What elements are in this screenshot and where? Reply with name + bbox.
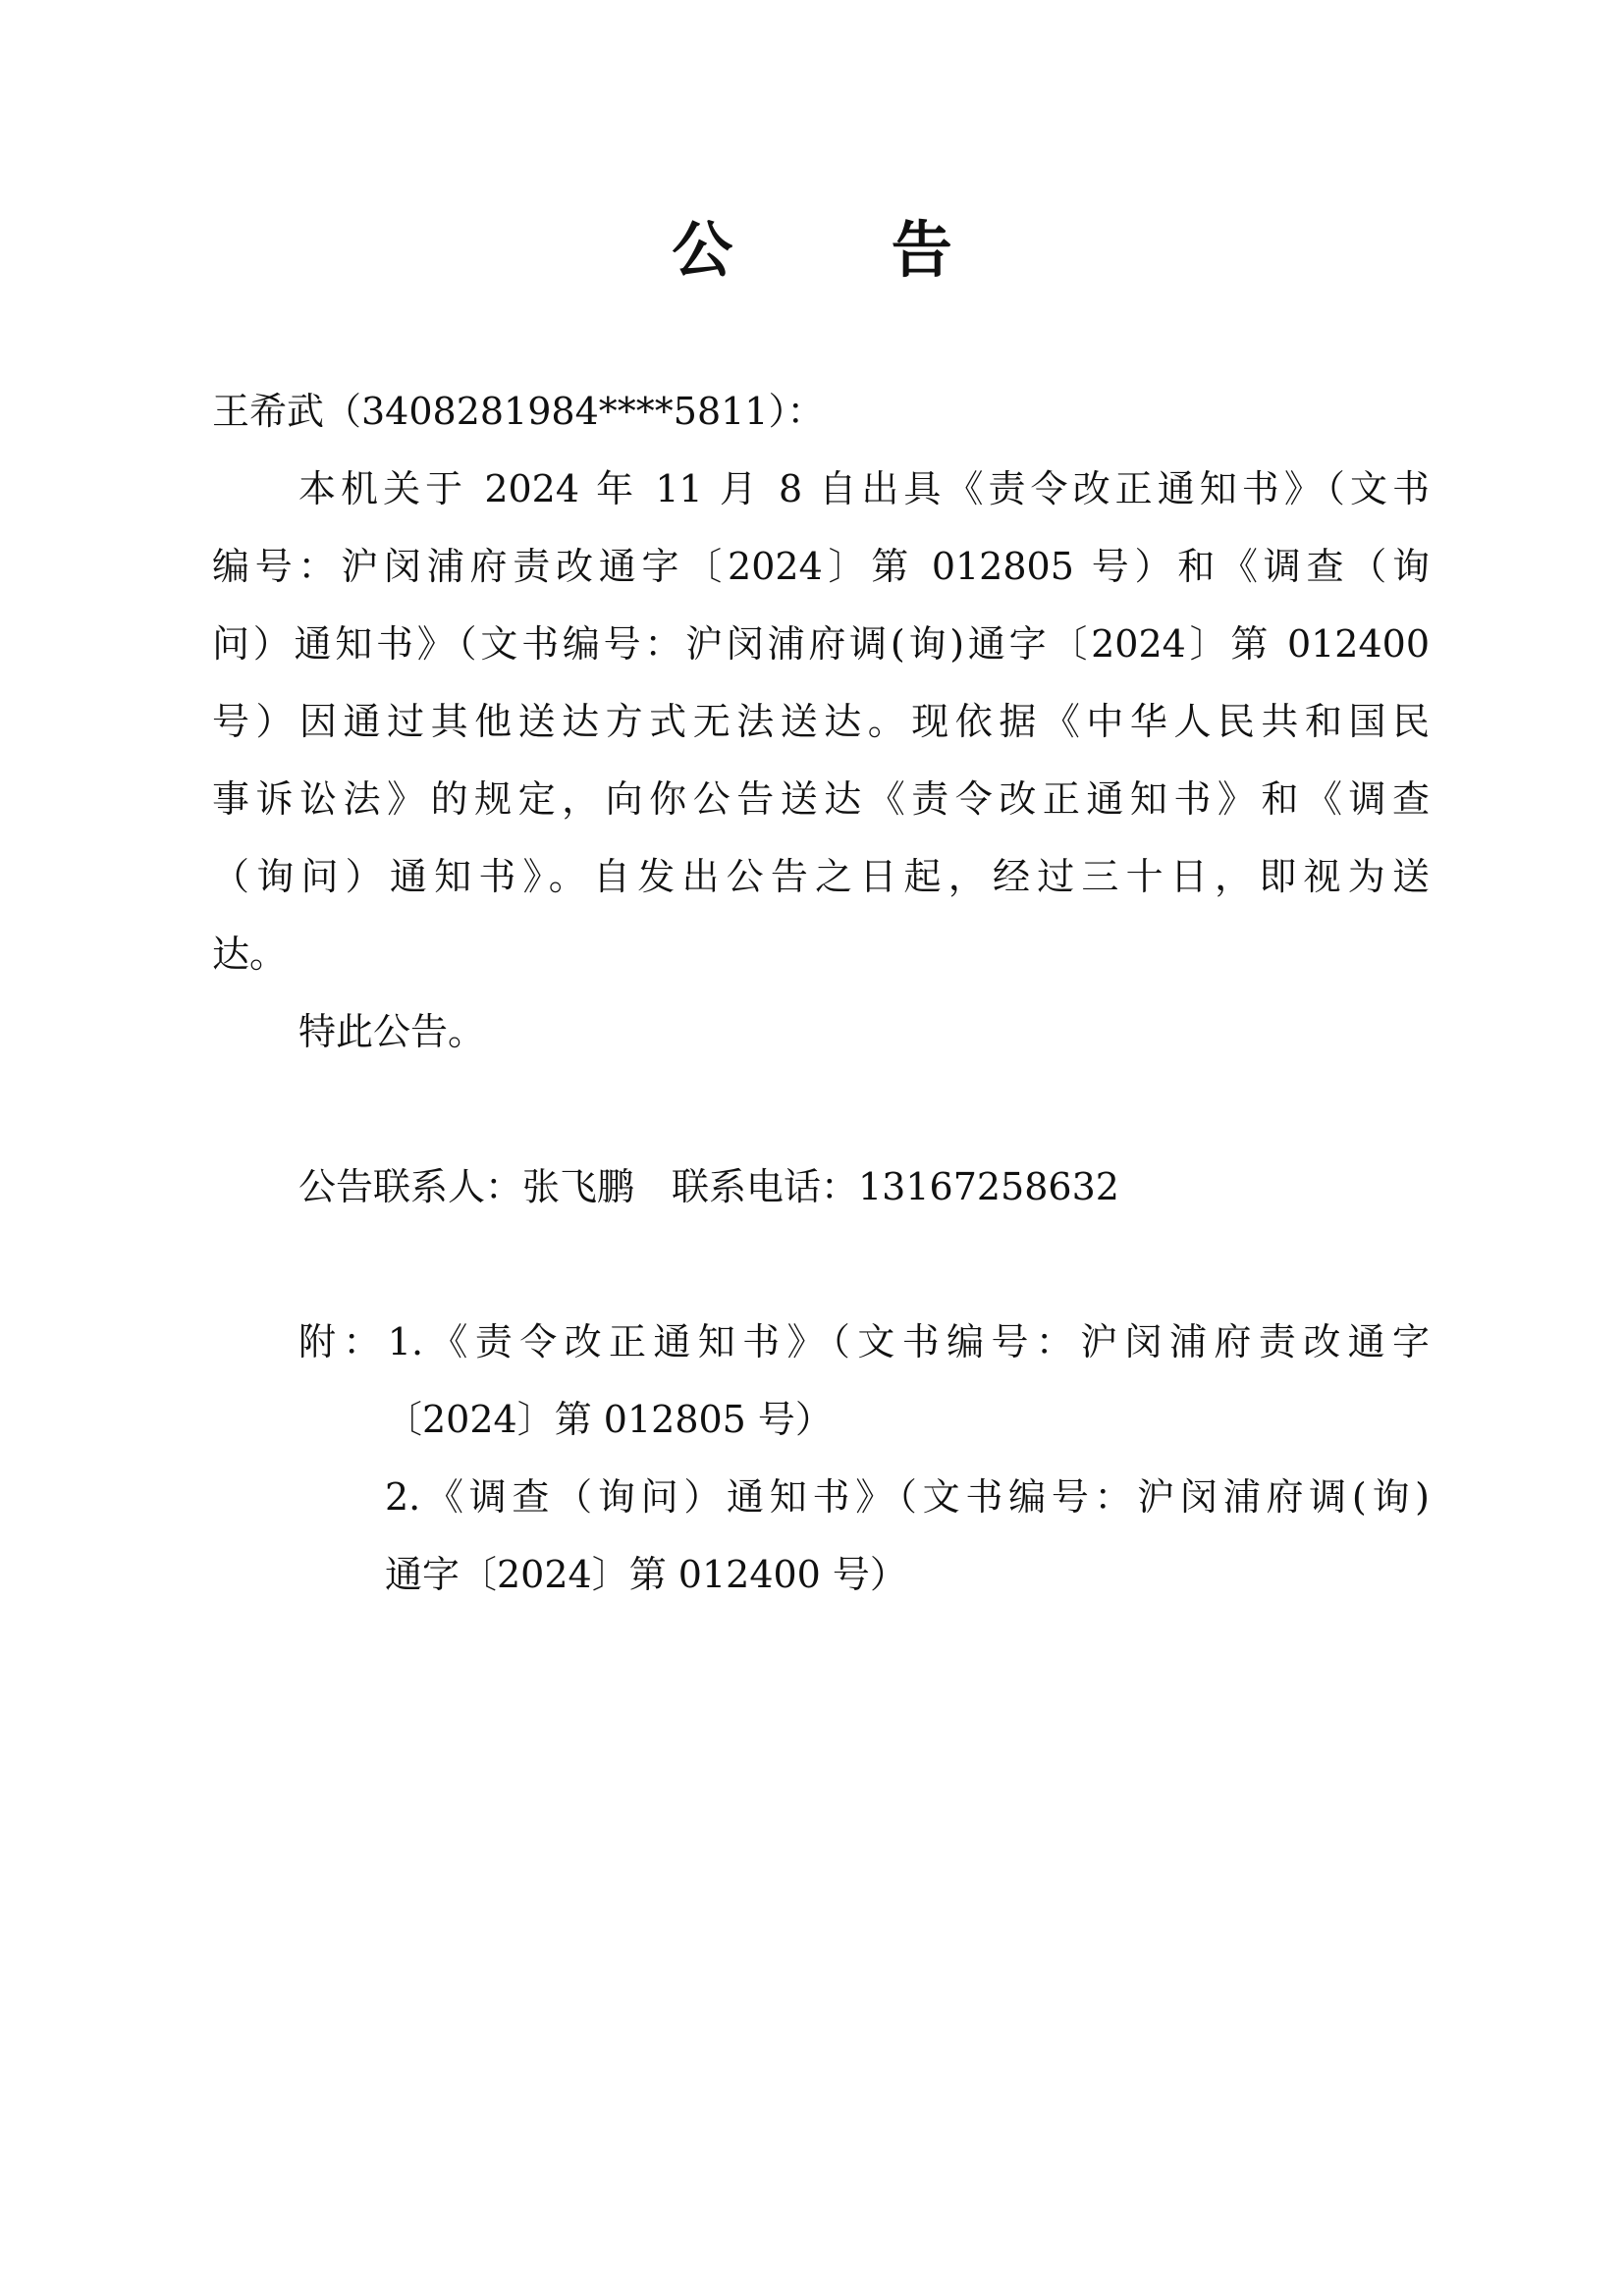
- attachment-item-1-line-1: 附：1.《责令改正通知书》（文书编号：沪闵浦府责改通字: [298, 1320, 1430, 1363]
- closing-line: 特此公告。: [298, 1010, 486, 1053]
- attachment-item-1-line-2: 〔2024〕第 012805 号）: [385, 1398, 833, 1441]
- paragraph-line: 本机关于 2024 年 11 月 8 自出具《责令改正通知书》（文书: [298, 467, 1430, 510]
- paragraph-line: 问）通知书》（文书编号：沪闵浦府调(询)通字〔2024〕第 012400: [212, 622, 1430, 666]
- attachment-item-2-line-1: 2.《调查（询问）通知书》（文书编号：沪闵浦府调(询): [385, 1475, 1430, 1519]
- paragraph-line: 号）因通过其他送达方式无法送达。现依据《中华人民共和国民: [212, 700, 1430, 743]
- paragraph-line: 事诉讼法》的规定，向你公告送达《责令改正通知书》和《调查: [212, 777, 1430, 821]
- paragraph-line: 编号：沪闵浦府责改通字〔2024〕第 012805 号）和《调查（询: [212, 545, 1430, 588]
- paragraph-line: 达。: [212, 933, 288, 976]
- page-title: 公 告: [672, 214, 1021, 286]
- spacer: [212, 1071, 1430, 1148]
- contact-line: 公告联系人：张飞鹏 联系电话：13167258632: [298, 1165, 1119, 1208]
- document-body: [212, 373, 1430, 1614]
- spacer: [212, 1226, 1430, 1304]
- recipient-line: 王希武（3408281984****5811）：: [212, 390, 825, 433]
- paragraph-line: （询问）通知书》。自发出公告之日起，经过三十日，即视为送: [212, 855, 1430, 898]
- attachment-item-2-line-2: 通字〔2024〕第 012400 号）: [385, 1553, 907, 1596]
